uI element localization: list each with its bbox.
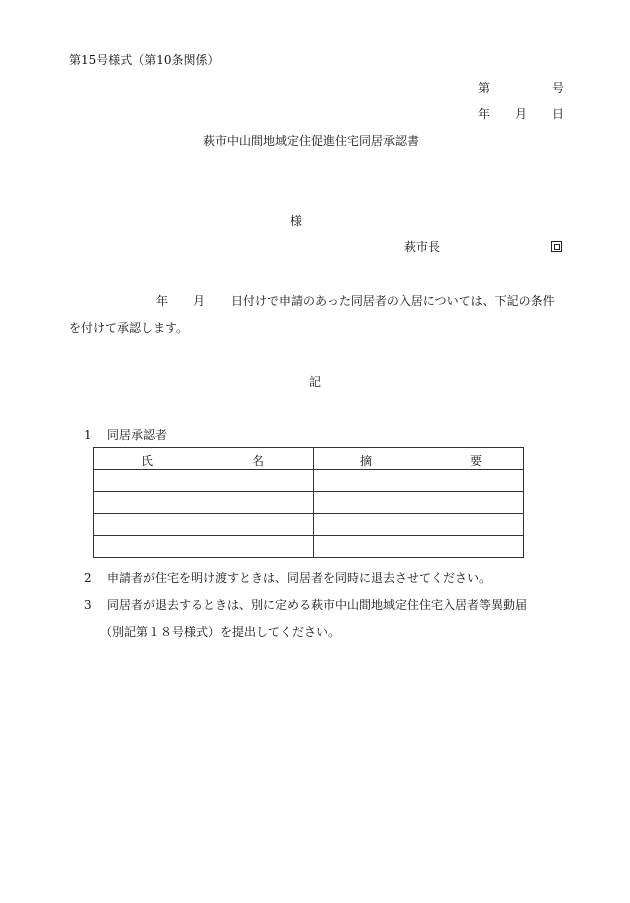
condition3-text: 同居者が退去するときは、別に定める萩市中山間地域定住住宅入居者等異動届 <box>107 598 528 612</box>
remarks-cell[interactable] <box>314 470 524 492</box>
section1-label: 同居承認者 <box>107 428 168 442</box>
remarks-cell[interactable] <box>314 492 524 514</box>
table-row <box>94 470 524 492</box>
number-suffix: 号 <box>552 81 565 95</box>
remarks-column-header <box>314 448 524 470</box>
condition2-number: 2 <box>84 571 92 585</box>
remarks-cell[interactable] <box>314 514 524 536</box>
name-header-char2: 名 <box>252 454 265 468</box>
table-row <box>94 492 524 514</box>
name-cell[interactable] <box>94 536 314 558</box>
form-reference: 第15号様式（第10条関係） <box>69 53 220 67</box>
body-month-label: 月 <box>193 294 206 308</box>
table-header-row <box>94 448 524 470</box>
name-cell[interactable] <box>94 470 314 492</box>
name-header-char1: 氏 <box>141 454 154 468</box>
issuer-name: 萩市長 <box>404 240 441 254</box>
condition3-continuation: （別記第１８号様式）を提出してください。 <box>100 625 341 639</box>
remarks-header-char2: 要 <box>470 454 483 468</box>
number-prefix: 第 <box>478 81 491 95</box>
body-text-line1: 日付けで申請のあった同居者の入居については、下記の条件 <box>231 294 555 308</box>
addressee-suffix: 様 <box>290 214 303 228</box>
date-month-label: 月 <box>515 107 528 121</box>
condition3-number: 3 <box>84 598 92 612</box>
name-cell[interactable] <box>94 514 314 536</box>
seal-icon <box>551 241 562 252</box>
body-year-label: 年 <box>156 294 169 308</box>
name-cell[interactable] <box>94 492 314 514</box>
ki-heading: 記 <box>309 375 322 389</box>
name-column-header <box>94 448 314 470</box>
body-text-line2: を付けて承認します。 <box>69 321 189 335</box>
table-row <box>94 514 524 536</box>
date-day-label: 日 <box>552 107 565 121</box>
document-title: 萩市中山間地域定住促進住宅同居承認書 <box>203 134 420 148</box>
remarks-cell[interactable] <box>314 536 524 558</box>
condition2-text: 申請者が住宅を明け渡すときは、同居者を同時に退去させてください。 <box>107 571 492 585</box>
date-year-label: 年 <box>478 107 491 121</box>
remarks-header-char1: 摘 <box>360 454 373 468</box>
seal-mark <box>551 240 562 254</box>
cohabitant-table <box>93 447 524 558</box>
table-row <box>94 536 524 558</box>
section1-number: 1 <box>84 428 92 442</box>
